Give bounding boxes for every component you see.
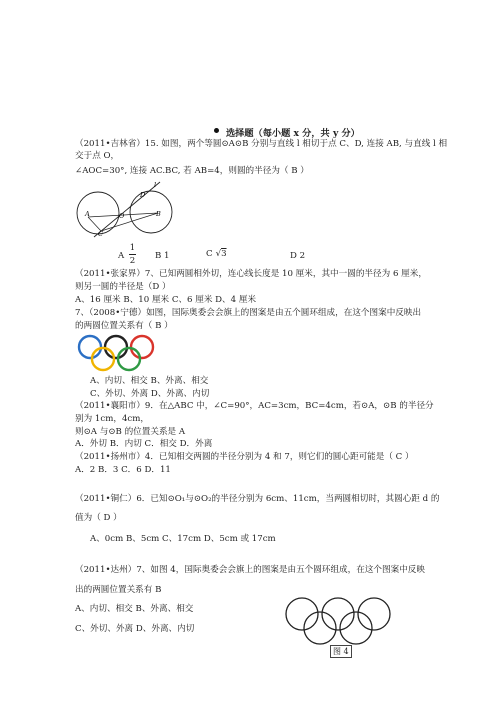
q1-option-a-fraction	[129, 243, 136, 266]
q3-options-row2: C、外切、外离 D、外离、内切	[90, 389, 210, 399]
q1-line2: 交于点 O，	[75, 151, 120, 161]
q1-option-b: B 1	[155, 251, 170, 261]
q3-options-row1: A、内切、相交 B、外离、相交	[90, 376, 209, 386]
q7-options-row2: C、外切、外离 D、外离、内切	[75, 624, 195, 634]
q4-line2: 别为 1cm，4cm，	[75, 414, 149, 424]
q1-option-d: D 2	[290, 251, 306, 261]
label-d: D	[140, 191, 146, 199]
q2-line2: 则另一圆的半径是（D ）	[75, 282, 171, 292]
q2-line1: （2011•张家界）7、已知两圆相外切，连心线长度是 10 厘米，其中一圆的半径为 6 厘米，	[75, 269, 427, 279]
ring-blue	[79, 336, 101, 358]
circle-b	[130, 191, 172, 233]
q6-line2: 值为（ D ）	[75, 513, 122, 523]
q3-olympic-rings-figure	[76, 333, 158, 373]
q2-options: A、16 厘米 B、10 厘米 C、6 厘米 D、4 厘米	[75, 295, 257, 305]
q7-figure-caption: 图 4	[330, 645, 352, 658]
q1-option-c-prefix: C	[206, 249, 213, 259]
fraction-numerator: 1	[129, 243, 136, 253]
sqrt-icon: √	[215, 249, 222, 259]
q6-line1: （2011•铜仁）6．已知⊙O₁与⊙O₂的半径分别为 6cm、11cm，当两圆相切时，其圆心距 d 的	[75, 494, 440, 504]
q3-line1: 7、（2008•宁德）如图，国际奥委会会旗上的图案是由五个圆环组成，在这个图案中反映出	[75, 308, 422, 318]
ring-black	[105, 336, 127, 358]
q1-option-c	[206, 249, 227, 259]
q1-tangent-circles-figure	[74, 180, 184, 238]
q1-line1: （2011•吉林省）15. 如图，两个等圆⊙A⊙B 分别与直线 l 相切于点 C、D, 连接 AB, 与直线 l 相	[75, 139, 448, 149]
q4-line1: （2011•襄阳市）9．在△ABC 中，∠C=90°，AC=3cm，BC=4cm，若⊙A，⊙B 的半径分	[75, 401, 434, 411]
q1-line3: ∠AOC=30°, 连接 AC.BC, 若 AB=4，则圆的半径为（ B ）	[75, 166, 309, 176]
q1-option-c-radicand: 3	[221, 249, 227, 259]
fraction-bar	[129, 254, 136, 255]
q5-options: A．2 B．3 C．6 D．11	[75, 465, 171, 475]
ring-green	[118, 348, 140, 370]
segment-ac	[88, 217, 101, 231]
q4-options: A．外切 B．内切 C．相交 D．外离	[75, 439, 213, 449]
q7-options-row1: A、内切、相交 B、外离、相交	[75, 604, 194, 614]
ring-yellow	[92, 348, 114, 370]
tangent-line-l	[94, 182, 160, 237]
q7-olympic-rings-figure	[284, 596, 392, 646]
label-c: C	[98, 230, 103, 238]
section-title: 选择题（每小题 x 分，共 y 分）	[226, 128, 360, 139]
ring-red	[131, 336, 153, 358]
q6-options: A、0cm B、5cm C、17cm D、5cm 或 17cm	[90, 534, 276, 544]
label-l: l	[154, 181, 157, 189]
q3-line2: 的两圆位置关系有（ B ）	[75, 321, 173, 331]
q5-line1: （2011•扬州市）4．已知相交两圆的半径分别为 4 和 7，则它们的圆心距可能是（ C ）	[75, 452, 414, 462]
label-o: O	[119, 212, 125, 220]
q7-line1: （2011•达州）7、如图 4，国际奥委会会旗上的图案是由五个圆环组成，在这个图案中反映	[75, 565, 425, 575]
q1-option-a-label: A	[118, 251, 125, 261]
label-a: A	[85, 210, 90, 218]
q7-line2: 出的两圆位置关系有 B	[75, 585, 162, 595]
bullet-icon	[214, 128, 219, 133]
label-b: B	[156, 210, 161, 218]
fraction-denominator: 2	[129, 256, 136, 266]
q4-line3: 则⊙A 与⊙B 的位置关系是 A	[75, 427, 186, 437]
